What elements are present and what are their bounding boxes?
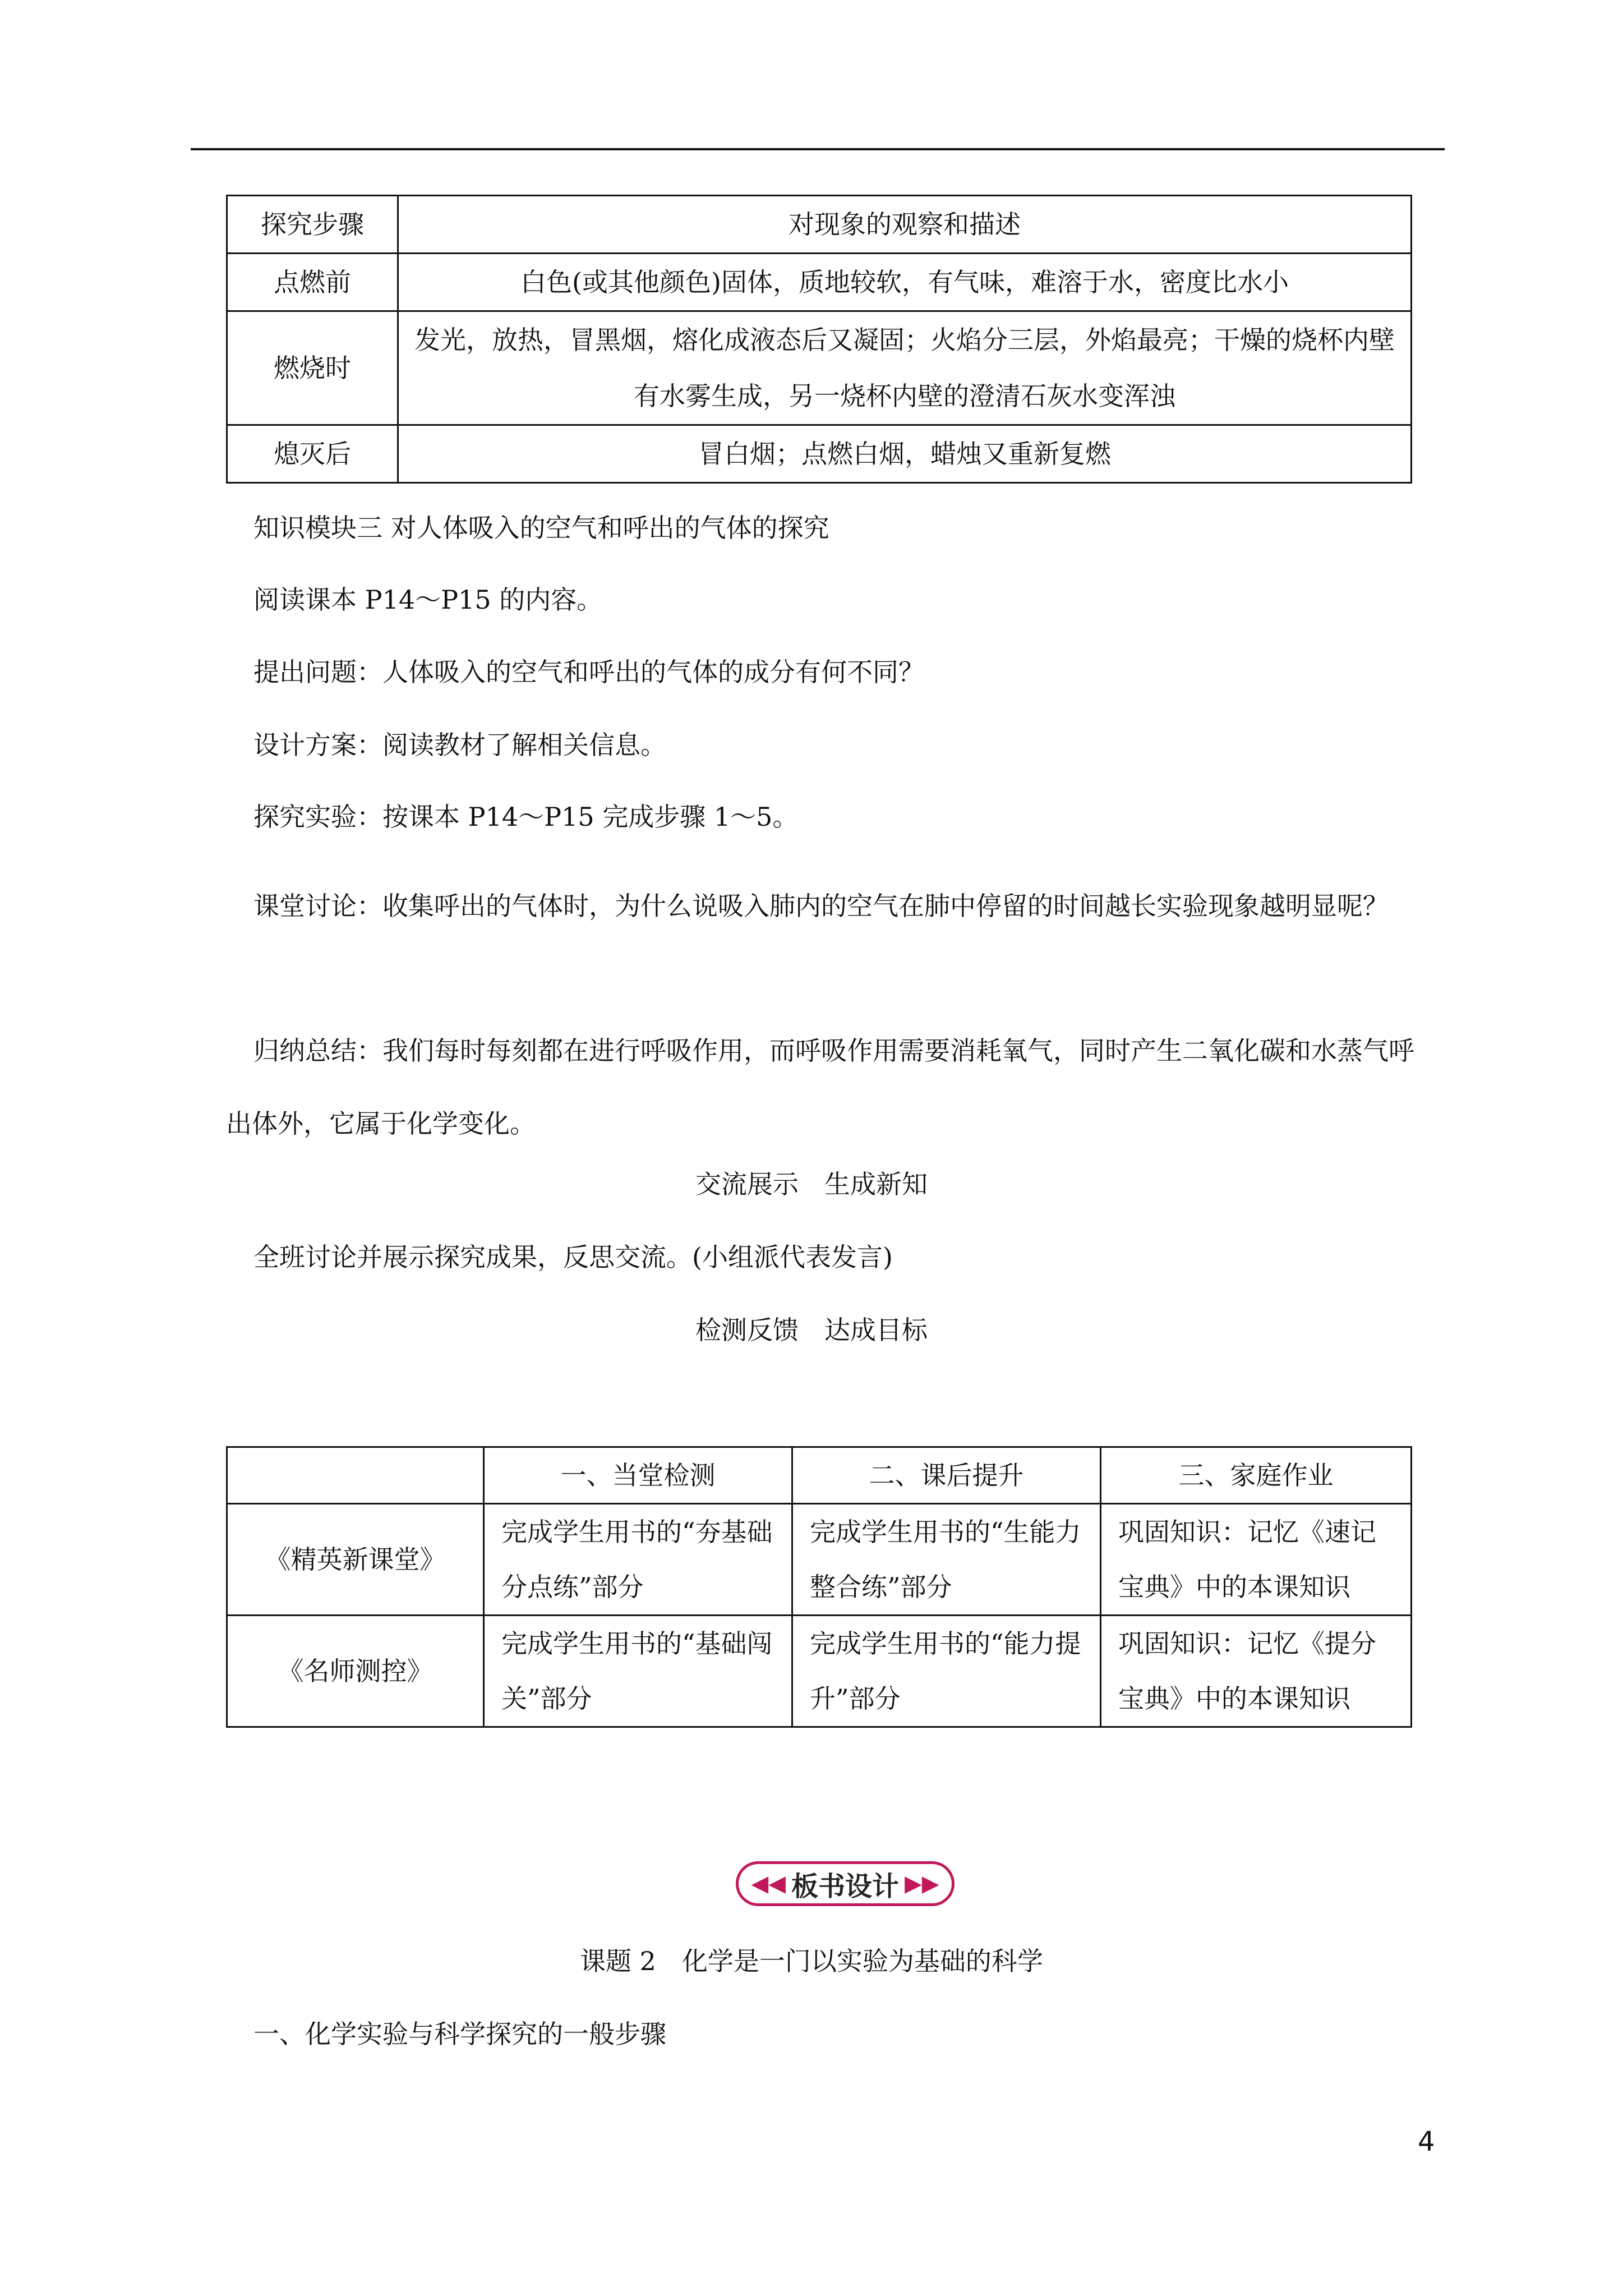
banner-label: 板书设计 [791, 1870, 899, 1902]
table-header-cell: 对现象的观察和描述 [398, 196, 1412, 254]
module3-title: 知识模块三 对人体吸入的空气和呼出的气体的探究 [253, 513, 829, 543]
board-design-banner [736, 1861, 955, 1906]
table-header-cell: 三、家庭作业 [1101, 1447, 1412, 1504]
header-rule [191, 148, 1445, 150]
table-row [227, 254, 1412, 311]
description-cell: 发光，放热，冒黑烟，熔化成液态后又凝固；火焰分三层，外焰最亮；干燥的烧杯内壁有水雾生成，另一烧杯内壁的澄清石灰水变浑浊 [398, 311, 1412, 425]
step-cell: 点燃前 [227, 254, 398, 311]
observation-table [226, 195, 1412, 484]
step-cell: 熄灭后 [227, 425, 398, 483]
lesson-title: 课题 2 化学是一门以实验为基础的科学 [580, 1946, 1043, 1976]
task-cell: 完成学生用书的“生能力整合练”部分 [792, 1504, 1101, 1616]
book-cell: 《名师测控》 [227, 1616, 484, 1727]
read-instruction: 阅读课本 P14～P15 的内容。 [253, 585, 603, 615]
discussion-text: 课堂讨论：收集呼出的气体时，为什么说吸入肺内的空气在肺中停留的时间越长实验现象越明显呢？ [253, 891, 1389, 921]
design-text: 设计方案：阅读教材了解相关信息。 [253, 730, 666, 760]
task-cell: 完成学生用书的“能力提升”部分 [792, 1616, 1101, 1727]
summary-text: 归纳总结：我们每时每刻都在进行呼吸作用，而呼吸作用需要消耗氧气，同时产生二氧化碳和水蒸气呼出体外，它属于化学变化。 [226, 1036, 1414, 1139]
table-row [227, 1504, 1412, 1616]
table-header-cell: 探究步骤 [227, 196, 398, 254]
table-row [227, 196, 1412, 254]
book-cell: 《精英新课堂》 [227, 1504, 484, 1616]
table-header-cell: 二、课后提升 [792, 1447, 1101, 1504]
table-row [227, 311, 1412, 425]
description-cell: 白色(或其他颜色)固体，质地较软，有气味，难溶于水，密度比水小 [398, 254, 1412, 311]
feedback-heading: 检测反馈 达成目标 [695, 1315, 928, 1345]
table-row [227, 1616, 1412, 1727]
table-row [227, 425, 1412, 483]
task-cell: 巩固知识：记忆《速记宝典》中的本课知识 [1101, 1504, 1412, 1616]
exchange-heading: 交流展示 生成新知 [695, 1169, 928, 1199]
section-heading: 一、化学实验与科学探究的一般步骤 [253, 2019, 666, 2049]
experiment-text: 探究实验：按课本 P14～P15 完成步骤 1～5。 [253, 802, 799, 832]
description-cell: 冒白烟；点燃白烟，蜡烛又重新复燃 [398, 425, 1412, 483]
question-text: 提出问题：人体吸入的空气和呼出的气体的成分有何不同？ [253, 657, 924, 687]
page-number: 4 [1418, 2126, 1435, 2157]
task-cell: 完成学生用书的“夯基础分点练”部分 [484, 1504, 792, 1616]
table-header-cell: 一、当堂检测 [484, 1447, 792, 1504]
homework-table [226, 1446, 1412, 1728]
step-cell: 燃烧时 [227, 311, 398, 425]
right-chevrons-icon: ▶▶ [905, 1871, 939, 1897]
table-header-cell [227, 1447, 484, 1504]
exchange-text: 全班讨论并展示探究成果，反思交流。(小组派代表发言) [253, 1242, 893, 1272]
table-row [227, 1447, 1412, 1504]
left-chevrons-icon: ◀◀ [751, 1871, 786, 1897]
task-cell: 巩固知识：记忆《提分宝典》中的本课知识 [1101, 1616, 1412, 1727]
task-cell: 完成学生用书的“基础闯关”部分 [484, 1616, 792, 1727]
